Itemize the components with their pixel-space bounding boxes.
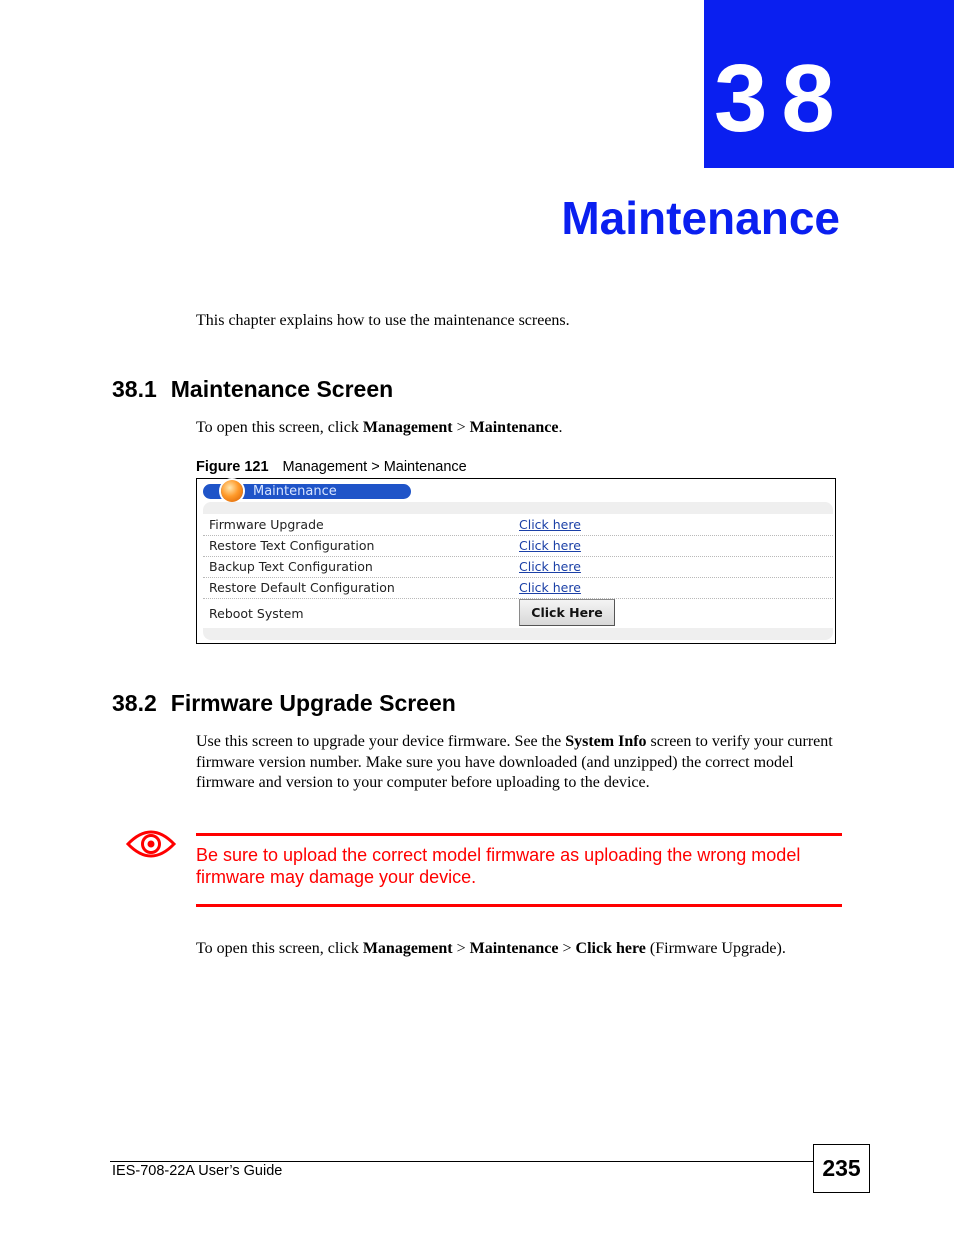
- text: screen to verify your current firmware version number. Make sure you have downloaded (and unzipped) the correct model firmware and version to your computer before uploading to the device.: [196, 733, 833, 791]
- reboot-system-button[interactable]: Click Here: [519, 599, 615, 626]
- section2-paragraph: [196, 732, 842, 794]
- chapter-number: 38: [714, 45, 849, 152]
- text: >: [452, 419, 470, 436]
- figure-caption-text: Management > Maintenance: [282, 459, 467, 475]
- section2-open-instructions: [196, 939, 842, 960]
- bold-maintenance: Maintenance: [469, 419, 559, 436]
- section-heading-firmware-upgrade: [112, 689, 456, 717]
- bold-management: Management: [362, 419, 453, 436]
- text: Use this screen to upgrade your device firmware. See the: [196, 733, 566, 750]
- bold-maintenance: Maintenance: [469, 940, 559, 957]
- figure-label: Figure 121: [196, 459, 269, 475]
- row-label: Firmware Upgrade: [209, 517, 324, 532]
- warning-top-rule: [196, 833, 842, 836]
- bold-click-here: Click here: [575, 940, 646, 957]
- orb-icon: [221, 480, 243, 502]
- bold-system-info: System Info: [565, 733, 647, 750]
- section1-open-instructions: [196, 418, 842, 439]
- row-label: Restore Default Configuration: [209, 580, 395, 595]
- row-label: Reboot System: [209, 606, 304, 621]
- section-number: 38.2: [112, 690, 157, 716]
- bold-management: Management: [362, 940, 453, 957]
- footer-guide-title: IES-708-22A User’s Guide: [112, 1163, 283, 1179]
- warning-bottom-rule: [196, 904, 842, 907]
- restore-default-config-link[interactable]: Click here: [519, 580, 581, 595]
- maintenance-panel: [203, 502, 833, 640]
- table-row: [203, 556, 833, 578]
- restore-text-config-link[interactable]: Click here: [519, 538, 581, 553]
- text: To open this screen, click: [196, 940, 363, 957]
- table-row: [203, 577, 833, 599]
- section-title: Firmware Upgrade Screen: [170, 690, 456, 716]
- table-row: [203, 599, 833, 627]
- text: (Firmware Upgrade).: [645, 940, 786, 957]
- row-label: Restore Text Configuration: [209, 538, 375, 553]
- maintenance-table: [203, 514, 833, 628]
- section-title: Maintenance Screen: [170, 376, 394, 402]
- text: >: [558, 940, 576, 957]
- row-label: Backup Text Configuration: [209, 559, 373, 574]
- table-row: [203, 514, 833, 536]
- chapter-title: Maintenance: [561, 192, 840, 244]
- screen-title-bar: [203, 484, 411, 499]
- maintenance-screenshot: [196, 478, 836, 644]
- figure-caption: [196, 458, 467, 476]
- screen-title: Maintenance: [253, 484, 337, 499]
- text: >: [452, 940, 470, 957]
- warning-text: Be sure to upload the correct model firmware as uploading the wrong model firmware may damage your device.: [196, 845, 801, 887]
- section-heading-maintenance-screen: [112, 375, 393, 403]
- text: To open this screen, click: [196, 419, 363, 436]
- section-number: 38.1: [112, 376, 157, 402]
- chapter-intro: This chapter explains how to use the maintenance screens.: [196, 312, 570, 329]
- table-row: [203, 535, 833, 557]
- page-number: 235: [813, 1144, 870, 1193]
- text: .: [558, 419, 563, 436]
- eye-icon: [126, 826, 176, 862]
- firmware-upgrade-link[interactable]: Click here: [519, 517, 581, 532]
- backup-text-config-link[interactable]: Click here: [519, 559, 581, 574]
